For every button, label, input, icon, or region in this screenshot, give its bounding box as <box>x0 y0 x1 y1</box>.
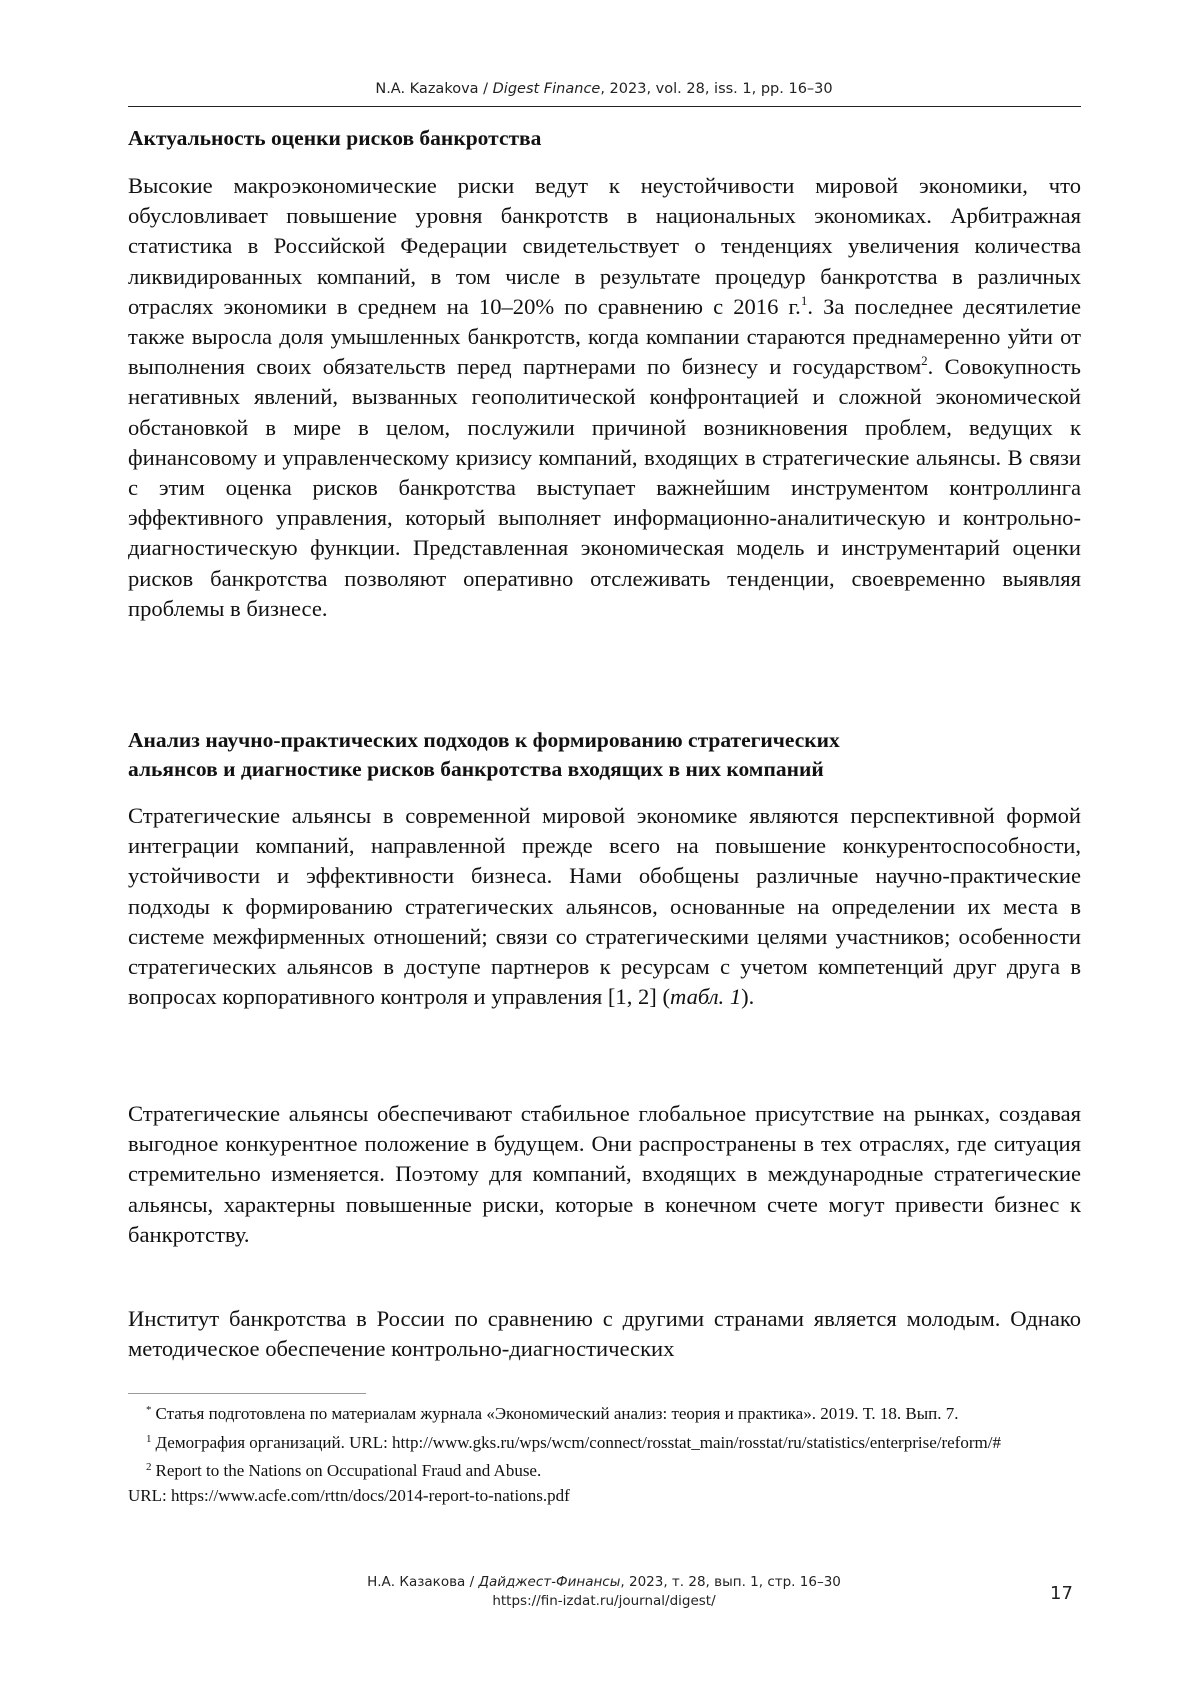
paragraph-alliances <box>128 801 1081 1012</box>
running-head-details: , 2023, vol. 28, iss. 1, pp. 16–30 <box>600 81 833 97</box>
footer-journal: Дайджест-Финансы <box>478 1574 621 1590</box>
text-run: Высокие макроэкономические риски ведут к неустойчивости мировой экономики, что обусловливает повышение уровня банкротств в национальных экономиках. Арбитражная статистика в Российской Федерации свидетельствует о тенденциях увеличения количества ликвидированных компаний, в том числе в результате процедур банкротства в различных отраслях экономики в среднем на 10–20% по сравнению с 2016 г. <box>128 173 1081 319</box>
footer-url[interactable]: https://fin-izdat.ru/journal/digest/ <box>492 1593 716 1609</box>
footnote-mark: 2 <box>146 1461 152 1473</box>
footer-author: Н.А. Казакова / <box>367 1574 479 1590</box>
footnote-url[interactable]: URL: https://www.acfe.com/rttn/docs/2014-report-to-nations.pdf <box>128 1485 570 1505</box>
text-run: . Совокупность негативных явлений, вызванных геополитической конфронтацией и сложной экономической обстановкой в мире в целом, послужили причиной возникновения проблем, ведущих к финансовому и управленческому кризису компаний, входящих в стратегические альянсы. В связи с этим оценка рисков банкротства выступает важнейшим инструментом контроллинга эффективного управления, который выполняет информационно-аналитическую и контрольно-диагностическую функции. Представленная экономическая модель и инструментарий оценки рисков банкротства позволяют оперативно отслеживать тенденции, своевременно выявляя проблемы в бизнесе. <box>128 354 1081 621</box>
running-head <box>128 81 1080 97</box>
paragraph-bankruptcy-institute: Институт банкротства в России по сравнению с другими странами является молодым. Однако методическое обеспечение контрольно-диагностических <box>128 1306 1081 1362</box>
footnote-text: Статья подготовлена по материалам журнала «Экономический анализ: теория и практика». 2019. Т. 18. Вып. 7. <box>155 1404 959 1423</box>
paragraph-relevance <box>128 171 1081 624</box>
footnote-ref-1[interactable]: 1 <box>800 292 808 308</box>
footer-details: , 2023, т. 28, вып. 1, стр. 16–30 <box>620 1574 841 1590</box>
running-head-author: N.A. Kazakova / <box>375 81 493 97</box>
footnote-2 <box>128 1459 1080 1508</box>
table-reference[interactable]: табл. 1 <box>670 984 742 1010</box>
paragraph-global-presence: Стратегические альянсы обеспечивают стабильное глобальное присутствие на рынках, создавая выгодное конкурентное положение в будущем. Они распространены в тех отраслях, где ситуация стремительно изменяется. Поэтому для компаний, входящих в международные стратегические альянсы, характерны повышенные риски, которые в конечном счете могут привести бизнес к банкротству. <box>128 1101 1081 1247</box>
footnote-star <box>128 1402 1080 1427</box>
heading-line-1: Анализ научно-практических подходов к формированию стратегических <box>128 728 840 752</box>
heading-line-2: альянсов и диагностике рисков банкротства входящих в них компаний <box>128 757 824 781</box>
footnote-text[interactable]: Демография организаций. URL: http://www.gks.ru/wps/wcm/connect/rosstat_main/rosstat/ru/statistics/enterprise/reform/# <box>155 1432 1001 1452</box>
footnote-text: Report to the Nations on Occupational Fraud and Abuse. <box>155 1461 542 1480</box>
footnote-separator <box>128 1393 366 1394</box>
running-head-journal: Digest Finance <box>492 81 601 97</box>
footer-citation <box>128 1573 1080 1611</box>
footnote-mark: 1 <box>146 1432 152 1445</box>
text-run: Стратегические альянсы в современной мировой экономике являются перспективной формой интеграции компаний, направленной прежде всего на повышение конкурентоспособности, устойчивости и эффективности бизнеса. Нами обобщены различные научно-практические подходы к формированию стратегических альянсов, основанные на определении их места в системе межфирменных отношений; связи со стратегическими целями участников; особенности стратегических альянсов в доступе партнеров к ресурсам с учетом компетенций друг друга в вопросах корпоративного контроля и управления [1, 2] ( <box>128 803 1081 1010</box>
section-heading-analysis <box>128 726 1081 784</box>
page-number: 17 <box>1050 1583 1073 1604</box>
text-run: ). <box>741 984 755 1010</box>
footnote-1 <box>128 1431 1080 1456</box>
footnote-mark: * <box>146 1404 152 1416</box>
text-run: . За последнее десятилетие также выросла доля умышленных банкротств, когда компании стараются преднамеренно уйти от выполнения своих обязательств перед партнерами по бизнесу и государством <box>128 293 1082 380</box>
section-heading-relevance: Актуальность оценки рисков банкротства <box>128 126 542 150</box>
header-rule <box>128 106 1081 107</box>
footnote-ref-2[interactable]: 2 <box>921 353 928 369</box>
footnotes <box>128 1402 1080 1512</box>
